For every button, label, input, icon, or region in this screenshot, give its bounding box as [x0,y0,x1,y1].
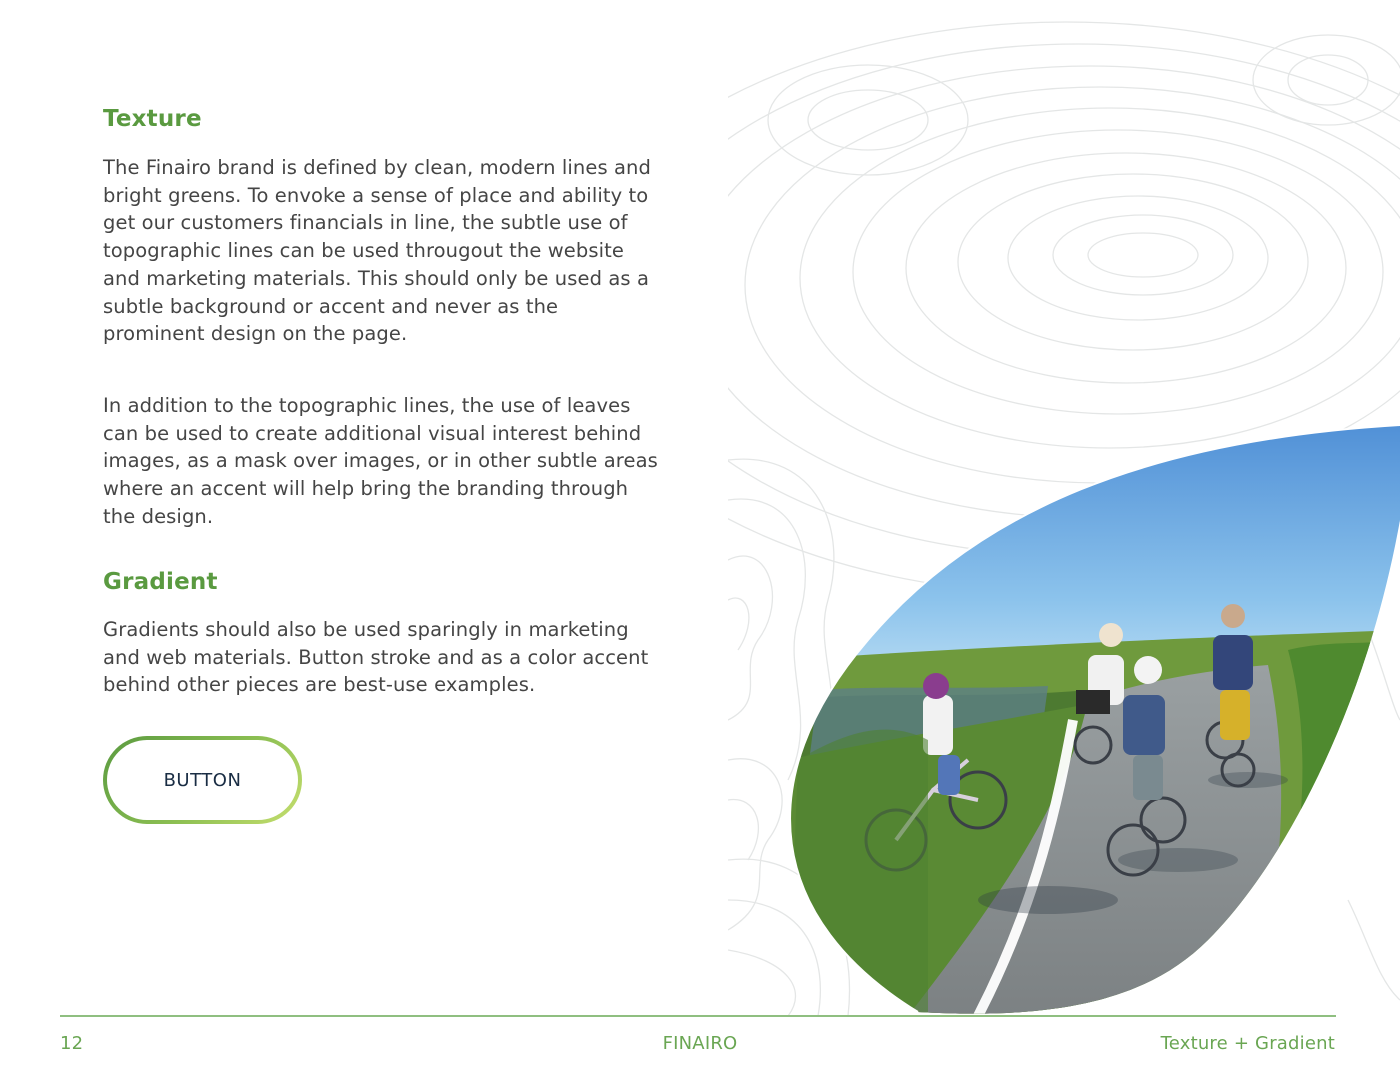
gradient-heading: Gradient [103,569,218,595]
footer-page-number: 12 [60,1033,84,1054]
footer-brand-name: FINAIRO [662,1033,738,1054]
leaf-masked-photo [728,420,1400,1016]
texture-paragraph-1: The Finairo brand is defined by clean, modern lines and bright greens. To envoke a sense of place and ability to get our customers financials in line, the subtle use of topographic lines can be used througout the website and marketing materials. This should only be used as a subtle background or accent and never as the prominent design on the page. [103,156,651,346]
footer-divider [60,1015,1336,1017]
texture-paragraph-2: In addition to the topographic lines, the use of leaves can be used to create additional visual interest behind images, as a mask over images, or in other subtle areas where an accent will help bring the branding through the design. [103,394,658,528]
gradient-paragraph: Gradients should also be used sparingly in marketing and web materials. Button stroke and as a color accent behind other pieces are best-use examples. [103,618,649,697]
gradient-sample-button[interactable] [103,736,302,824]
footer-section-title: Texture + Gradient [1160,1033,1335,1054]
texture-heading: Texture [103,106,202,132]
topographic-texture-panel [728,0,1400,1016]
button-label: BUTTON [107,740,298,820]
topographic-lines [728,0,1400,1016]
